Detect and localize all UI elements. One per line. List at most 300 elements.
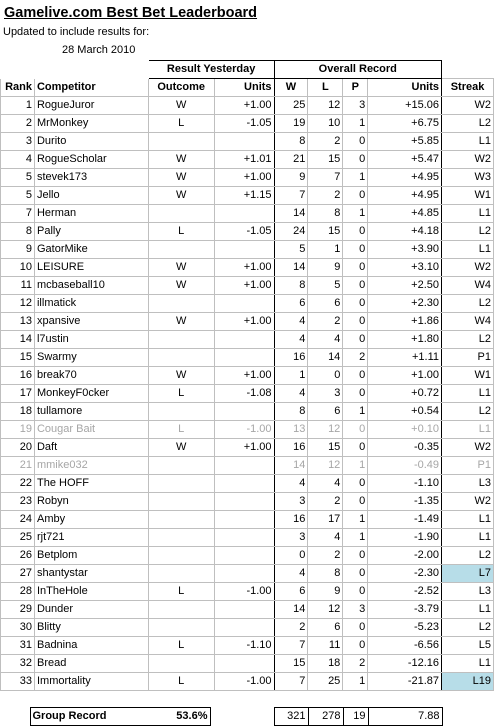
- pushes-cell: 0: [343, 565, 368, 583]
- rank-cell: 18: [1, 403, 35, 421]
- overall-record-header: Overall Record: [274, 61, 441, 79]
- losses-cell: 4: [308, 475, 343, 493]
- units-yesterday-cell: +1.01: [214, 151, 274, 169]
- units-yesterday-cell: +1.00: [214, 259, 274, 277]
- streak-cell: L5: [442, 637, 494, 655]
- units-cell: +2.30: [368, 295, 442, 313]
- col-units-yesterday: Units: [214, 79, 274, 97]
- losses-cell: 11: [308, 637, 343, 655]
- units-cell: +3.10: [368, 259, 442, 277]
- rank-cell: 16: [1, 367, 35, 385]
- competitor-cell: Herman: [34, 205, 148, 223]
- pushes-cell: 0: [343, 385, 368, 403]
- outcome-cell: [148, 493, 214, 511]
- streak-cell: L2: [442, 403, 494, 421]
- losses-cell: 15: [308, 223, 343, 241]
- wins-cell: 21: [274, 151, 308, 169]
- table-row: [1, 673, 494, 691]
- streak-cell: W2: [442, 97, 494, 115]
- units-yesterday-cell: -1.08: [214, 385, 274, 403]
- losses-cell: 6: [308, 295, 343, 313]
- streak-cell: W1: [442, 367, 494, 385]
- competitor-cell: illmatick: [34, 295, 148, 313]
- outcome-cell: W: [148, 169, 214, 187]
- rank-cell: 19: [1, 421, 35, 439]
- rank-cell: 9: [1, 241, 35, 259]
- wins-cell: 16: [274, 511, 308, 529]
- streak-cell: L19: [442, 673, 494, 691]
- units-cell: -3.79: [368, 601, 442, 619]
- units-yesterday-cell: -1.00: [214, 421, 274, 439]
- table-row: [1, 295, 494, 313]
- units-yesterday-cell: [214, 529, 274, 547]
- pushes-cell: 0: [343, 421, 368, 439]
- units-cell: +5.85: [368, 133, 442, 151]
- wins-cell: 7: [274, 637, 308, 655]
- losses-cell: 6: [308, 619, 343, 637]
- table-row: [1, 511, 494, 529]
- losses-cell: 25: [308, 673, 343, 691]
- outcome-cell: [148, 457, 214, 475]
- wins-cell: 16: [274, 439, 308, 457]
- units-cell: +4.95: [368, 169, 442, 187]
- outcome-cell: L: [148, 637, 214, 655]
- losses-cell: 2: [308, 547, 343, 565]
- units-yesterday-cell: [214, 133, 274, 151]
- pushes-cell: 0: [343, 259, 368, 277]
- rank-cell: 11: [1, 277, 35, 295]
- rank-cell: 8: [1, 223, 35, 241]
- outcome-cell: [148, 331, 214, 349]
- losses-cell: 6: [308, 403, 343, 421]
- rank-cell: 32: [1, 655, 35, 673]
- outcome-cell: [148, 475, 214, 493]
- outcome-cell: [148, 529, 214, 547]
- units-cell: +1.11: [368, 349, 442, 367]
- competitor-cell: RogueJuror: [34, 97, 148, 115]
- losses-cell: 8: [308, 565, 343, 583]
- units-yesterday-cell: +1.00: [214, 313, 274, 331]
- units-yesterday-cell: +1.00: [214, 97, 274, 115]
- blank-cell: [1, 61, 149, 79]
- units-yesterday-cell: [214, 493, 274, 511]
- wins-cell: 3: [274, 529, 308, 547]
- pushes-cell: 1: [343, 205, 368, 223]
- outcome-cell: L: [148, 421, 214, 439]
- rank-cell: 27: [1, 565, 35, 583]
- units-yesterday-cell: [214, 601, 274, 619]
- losses-cell: 9: [308, 259, 343, 277]
- streak-cell: W4: [442, 277, 494, 295]
- rank-cell: 26: [1, 547, 35, 565]
- units-yesterday-cell: [214, 547, 274, 565]
- table-row: [1, 547, 494, 565]
- units-cell: -2.30: [368, 565, 442, 583]
- units-cell: -6.56: [368, 637, 442, 655]
- outcome-cell: [148, 511, 214, 529]
- streak-cell: W2: [442, 259, 494, 277]
- pushes-cell: 0: [343, 223, 368, 241]
- units-yesterday-cell: +1.00: [214, 277, 274, 295]
- outcome-cell: W: [148, 151, 214, 169]
- units-yesterday-cell: +1.00: [214, 367, 274, 385]
- streak-cell: L1: [442, 133, 494, 151]
- pushes-cell: 0: [343, 637, 368, 655]
- outcome-cell: W: [148, 277, 214, 295]
- rank-cell: 29: [1, 601, 35, 619]
- rank-cell: 10: [1, 259, 35, 277]
- wins-cell: 25: [274, 97, 308, 115]
- streak-cell: W1: [442, 187, 494, 205]
- group-record-row: [0, 707, 443, 726]
- competitor-cell: break70: [34, 367, 148, 385]
- column-header-row: [1, 79, 494, 97]
- units-cell: +0.54: [368, 403, 442, 421]
- pushes-cell: 3: [343, 97, 368, 115]
- streak-cell: L3: [442, 475, 494, 493]
- units-cell: -21.87: [368, 673, 442, 691]
- competitor-cell: InTheHole: [34, 583, 148, 601]
- competitor-cell: Swarmy: [34, 349, 148, 367]
- pushes-cell: 1: [343, 457, 368, 475]
- pushes-cell: 0: [343, 475, 368, 493]
- wins-cell: 3: [274, 493, 308, 511]
- table-row: [1, 439, 494, 457]
- rank-cell: 14: [1, 331, 35, 349]
- units-cell: +4.85: [368, 205, 442, 223]
- units-yesterday-cell: [214, 655, 274, 673]
- outcome-cell: L: [148, 115, 214, 133]
- table-row: [1, 205, 494, 223]
- competitor-cell: l7ustin: [34, 331, 148, 349]
- units-cell: -5.23: [368, 619, 442, 637]
- competitor-cell: tullamore: [34, 403, 148, 421]
- units-cell: -1.90: [368, 529, 442, 547]
- competitor-cell: shantystar: [34, 565, 148, 583]
- table-row: [1, 385, 494, 403]
- wins-cell: 4: [274, 331, 308, 349]
- outcome-cell: [148, 619, 214, 637]
- rank-cell: 1: [1, 97, 35, 115]
- outcome-cell: W: [148, 313, 214, 331]
- pushes-cell: 1: [343, 529, 368, 547]
- units-yesterday-cell: +1.00: [214, 169, 274, 187]
- streak-cell: L1: [442, 511, 494, 529]
- units-cell: +0.72: [368, 385, 442, 403]
- competitor-cell: xpansive: [34, 313, 148, 331]
- outcome-cell: W: [148, 439, 214, 457]
- pushes-cell: 0: [343, 241, 368, 259]
- pushes-cell: 0: [343, 187, 368, 205]
- competitor-cell: LEISURE: [34, 259, 148, 277]
- rank-cell: 13: [1, 313, 35, 331]
- table-row: [1, 313, 494, 331]
- pushes-cell: 1: [343, 115, 368, 133]
- wins-cell: 5: [274, 241, 308, 259]
- rank-cell: 24: [1, 511, 35, 529]
- losses-cell: 12: [308, 421, 343, 439]
- streak-cell: L2: [442, 619, 494, 637]
- table-row: [1, 637, 494, 655]
- units-cell: +4.18: [368, 223, 442, 241]
- units-yesterday-cell: [214, 349, 274, 367]
- competitor-cell: Daft: [34, 439, 148, 457]
- units-cell: +5.47: [368, 151, 442, 169]
- competitor-cell: Durito: [34, 133, 148, 151]
- losses-cell: 14: [308, 349, 343, 367]
- wins-cell: 0: [274, 547, 308, 565]
- competitor-cell: Bread: [34, 655, 148, 673]
- units-cell: -2.00: [368, 547, 442, 565]
- outcome-cell: [148, 133, 214, 151]
- losses-cell: 0: [308, 367, 343, 385]
- losses-cell: 2: [308, 133, 343, 151]
- col-p: P: [343, 79, 368, 97]
- losses-cell: 3: [308, 385, 343, 403]
- pushes-cell: 0: [343, 295, 368, 313]
- losses-cell: 5: [308, 277, 343, 295]
- outcome-cell: [148, 601, 214, 619]
- losses-cell: 15: [308, 439, 343, 457]
- losses-cell: 2: [308, 493, 343, 511]
- table-row: [1, 169, 494, 187]
- pushes-cell: 0: [343, 151, 368, 169]
- wins-cell: 8: [274, 133, 308, 151]
- competitor-cell: Amby: [34, 511, 148, 529]
- table-row: [1, 187, 494, 205]
- units-cell: +1.80: [368, 331, 442, 349]
- rank-cell: 21: [1, 457, 35, 475]
- losses-cell: 1: [308, 241, 343, 259]
- wins-cell: 4: [274, 313, 308, 331]
- units-yesterday-cell: [214, 241, 274, 259]
- wins-cell: 4: [274, 565, 308, 583]
- pushes-cell: 0: [343, 367, 368, 385]
- wins-cell: 16: [274, 349, 308, 367]
- outcome-cell: [148, 241, 214, 259]
- units-yesterday-cell: -1.10: [214, 637, 274, 655]
- units-yesterday-cell: [214, 565, 274, 583]
- table-row: [1, 619, 494, 637]
- table-row: [1, 367, 494, 385]
- units-cell: +0.10: [368, 421, 442, 439]
- competitor-cell: GatorMike: [34, 241, 148, 259]
- table-row: [1, 421, 494, 439]
- streak-cell: L2: [442, 547, 494, 565]
- pushes-cell: 0: [343, 439, 368, 457]
- streak-cell: L2: [442, 115, 494, 133]
- units-cell: -12.16: [368, 655, 442, 673]
- pushes-cell: 0: [343, 619, 368, 637]
- table-row: [1, 115, 494, 133]
- losses-cell: 4: [308, 331, 343, 349]
- streak-cell: L2: [442, 331, 494, 349]
- pushes-cell: 0: [343, 313, 368, 331]
- units-cell: +3.90: [368, 241, 442, 259]
- units-cell: -1.35: [368, 493, 442, 511]
- pushes-cell: 0: [343, 133, 368, 151]
- streak-cell: L1: [442, 601, 494, 619]
- table-row: [1, 565, 494, 583]
- units-yesterday-cell: [214, 295, 274, 313]
- streak-cell: L2: [442, 223, 494, 241]
- rank-cell: 30: [1, 619, 35, 637]
- update-note: Updated to include results for:: [3, 26, 150, 38]
- streak-cell: L2: [442, 295, 494, 313]
- table-row: [1, 457, 494, 475]
- streak-cell: L1: [442, 385, 494, 403]
- table-row: [1, 223, 494, 241]
- wins-cell: 14: [274, 601, 308, 619]
- units-cell: -2.52: [368, 583, 442, 601]
- wins-cell: 4: [274, 385, 308, 403]
- losses-cell: 12: [308, 601, 343, 619]
- losses-cell: 12: [308, 457, 343, 475]
- competitor-cell: rjt721: [34, 529, 148, 547]
- wins-cell: 7: [274, 673, 308, 691]
- units-yesterday-cell: [214, 331, 274, 349]
- streak-cell: P1: [442, 349, 494, 367]
- wins-cell: 7: [274, 187, 308, 205]
- losses-cell: 15: [308, 151, 343, 169]
- wins-cell: 9: [274, 169, 308, 187]
- losses-cell: 2: [308, 187, 343, 205]
- pushes-cell: 1: [343, 403, 368, 421]
- update-date: 28 March 2010: [62, 44, 136, 56]
- group-header-row: [1, 61, 494, 79]
- outcome-cell: L: [148, 385, 214, 403]
- wins-cell: 13: [274, 421, 308, 439]
- outcome-cell: W: [148, 97, 214, 115]
- table-row: [1, 277, 494, 295]
- rank-cell: 20: [1, 439, 35, 457]
- wins-cell: 6: [274, 583, 308, 601]
- streak-cell: L1: [442, 241, 494, 259]
- units-cell: -0.35: [368, 439, 442, 457]
- streak-cell: L1: [442, 655, 494, 673]
- pushes-cell: 0: [343, 547, 368, 565]
- competitor-cell: mcbaseball10: [34, 277, 148, 295]
- outcome-cell: W: [148, 259, 214, 277]
- competitor-cell: Cougar Bait: [34, 421, 148, 439]
- pushes-cell: 2: [343, 349, 368, 367]
- wins-cell: 6: [274, 295, 308, 313]
- losses-cell: 9: [308, 583, 343, 601]
- group-record-p: 19: [343, 708, 368, 726]
- rank-cell: 5: [1, 187, 35, 205]
- blank-cell: [442, 61, 494, 79]
- units-yesterday-cell: [214, 619, 274, 637]
- table-row: [1, 241, 494, 259]
- rank-cell: 3: [1, 133, 35, 151]
- competitor-cell: Pally: [34, 223, 148, 241]
- outcome-cell: L: [148, 673, 214, 691]
- group-record-w: 321: [274, 708, 308, 726]
- units-yesterday-cell: [214, 511, 274, 529]
- losses-cell: 4: [308, 529, 343, 547]
- competitor-cell: Betplom: [34, 547, 148, 565]
- table-row: [1, 259, 494, 277]
- units-yesterday-cell: -1.00: [214, 583, 274, 601]
- rank-cell: 25: [1, 529, 35, 547]
- units-cell: +4.95: [368, 187, 442, 205]
- units-yesterday-cell: [214, 205, 274, 223]
- outcome-cell: [148, 547, 214, 565]
- group-record-label: Group Record: [30, 708, 144, 726]
- pushes-cell: 1: [343, 169, 368, 187]
- losses-cell: 18: [308, 655, 343, 673]
- units-yesterday-cell: [214, 457, 274, 475]
- outcome-cell: [148, 205, 214, 223]
- competitor-cell: Blitty: [34, 619, 148, 637]
- col-units: Units: [368, 79, 442, 97]
- wins-cell: 14: [274, 205, 308, 223]
- streak-cell: W2: [442, 439, 494, 457]
- wins-cell: 4: [274, 475, 308, 493]
- rank-cell: 22: [1, 475, 35, 493]
- wins-cell: 19: [274, 115, 308, 133]
- competitor-cell: Robyn: [34, 493, 148, 511]
- rank-cell: 31: [1, 637, 35, 655]
- leaderboard-table: [0, 60, 494, 691]
- pushes-cell: 1: [343, 511, 368, 529]
- units-yesterday-cell: -1.00: [214, 673, 274, 691]
- pushes-cell: 3: [343, 601, 368, 619]
- table-row: [1, 601, 494, 619]
- streak-cell: L7: [442, 565, 494, 583]
- units-cell: -1.49: [368, 511, 442, 529]
- pushes-cell: 1: [343, 673, 368, 691]
- streak-cell: W4: [442, 313, 494, 331]
- outcome-cell: W: [148, 367, 214, 385]
- competitor-cell: MonkeyF0cker: [34, 385, 148, 403]
- pushes-cell: 0: [343, 583, 368, 601]
- units-yesterday-cell: -1.05: [214, 223, 274, 241]
- wins-cell: 8: [274, 403, 308, 421]
- rank-cell: 33: [1, 673, 35, 691]
- col-l: L: [308, 79, 343, 97]
- rank-cell: 12: [1, 295, 35, 313]
- table-row: [1, 403, 494, 421]
- wins-cell: 15: [274, 655, 308, 673]
- streak-cell: L1: [442, 529, 494, 547]
- rank-cell: 5: [1, 169, 35, 187]
- table-row: [1, 655, 494, 673]
- rank-cell: 2: [1, 115, 35, 133]
- rank-cell: 7: [1, 205, 35, 223]
- outcome-cell: [148, 349, 214, 367]
- pushes-cell: 0: [343, 493, 368, 511]
- outcome-cell: W: [148, 187, 214, 205]
- units-cell: +2.50: [368, 277, 442, 295]
- losses-cell: 17: [308, 511, 343, 529]
- wins-cell: 8: [274, 277, 308, 295]
- streak-cell: L3: [442, 583, 494, 601]
- col-w: W: [274, 79, 308, 97]
- outcome-cell: [148, 565, 214, 583]
- wins-cell: 2: [274, 619, 308, 637]
- units-cell: -0.49: [368, 457, 442, 475]
- group-record-l: 278: [308, 708, 343, 726]
- table-row: [1, 349, 494, 367]
- units-yesterday-cell: +1.15: [214, 187, 274, 205]
- pushes-cell: 0: [343, 277, 368, 295]
- col-streak: Streak: [442, 79, 494, 97]
- rank-cell: 17: [1, 385, 35, 403]
- streak-cell: L1: [442, 421, 494, 439]
- group-record-pct: 53.6%: [144, 708, 210, 726]
- page-title: Gamelive.com Best Bet Leaderboard: [4, 5, 258, 21]
